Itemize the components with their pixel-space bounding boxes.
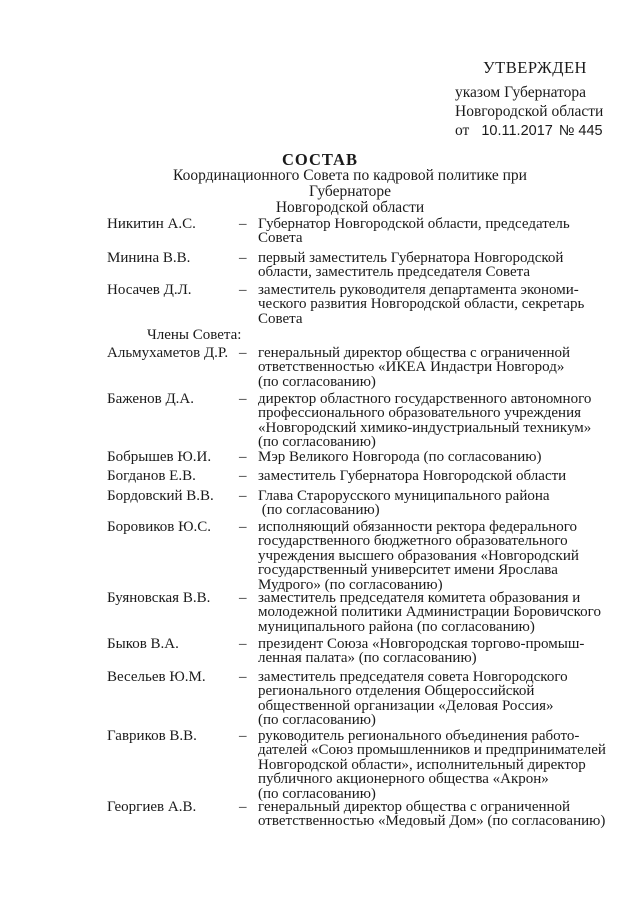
member-role <box>258 670 608 728</box>
role-line: президент Союза «Новгородская торгово-промыш- <box>258 636 585 652</box>
member-role <box>258 489 608 518</box>
member-role <box>258 450 608 464</box>
role-line: ответственностью «Медовый Дом» (по согласованию) <box>258 813 606 830</box>
document-subtitle <box>140 168 560 216</box>
role-line: (по согласованию) <box>258 502 380 519</box>
member-role <box>258 346 608 389</box>
role-line: молодежной политики Администрации Боровичского <box>258 604 601 621</box>
member-dash: – <box>239 669 247 685</box>
role-line: области, заместитель председателя Совета <box>258 264 530 281</box>
member-role <box>258 729 608 801</box>
member-dash: – <box>239 636 247 652</box>
role-line: Совета <box>258 310 303 327</box>
role-line: публичного акционерного общества «Акрон» <box>258 771 549 788</box>
member-dash: – <box>239 468 247 484</box>
member-name: Носачев Д.Л. <box>107 282 192 298</box>
member-dash: – <box>239 488 247 504</box>
approval-number: № 445 <box>558 123 603 139</box>
role-line: руководитель регионального объединения работо- <box>258 728 580 744</box>
member-name: Боровиков Ю.С. <box>107 519 212 535</box>
approval-date-row <box>455 121 603 141</box>
role-line: (по согласованию) <box>258 434 376 451</box>
member-name: Баженов Д.А. <box>107 391 195 407</box>
role-line: директор областного государственного автономного <box>258 391 592 407</box>
member-dash: – <box>239 282 247 298</box>
role-line: профессионального образовательного учреждения <box>258 405 582 422</box>
document-title: СОСТАВ <box>282 150 358 169</box>
role-line: заместитель Губернатора Новгородской области <box>258 468 567 484</box>
role-line: ческого развития Новгородской области, секретарь <box>258 296 585 313</box>
role-line: муниципального района (по согласованию) <box>258 618 535 635</box>
member-name: Никитин А.С. <box>107 216 196 232</box>
role-line: регионального отделения Общероссийской <box>258 683 535 700</box>
member-role <box>258 217 608 246</box>
role-line: Новгородской области», исполнительный директор <box>258 756 586 773</box>
role-line: ответственностью «ИКЕА Индастри Новгород» <box>258 359 565 376</box>
approval-date-prefix: от <box>455 122 470 139</box>
role-line: Мэр Великого Новгорода (по согласованию) <box>258 449 542 465</box>
role-line: генеральный директор общества с ограниченной <box>258 799 571 815</box>
role-line: генеральный директор общества с ограниченной <box>258 345 571 361</box>
role-line: заместитель председателя комитета образования и <box>258 590 581 606</box>
member-dash: – <box>239 345 247 361</box>
member-dash: – <box>239 728 247 744</box>
member-role <box>258 520 608 592</box>
role-line: Губернатор Новгородской области, председатель <box>258 216 570 232</box>
member-dash: – <box>239 449 247 465</box>
member-role <box>258 251 608 280</box>
approval-heading: УТВЕРЖДЕН <box>483 58 587 77</box>
member-role <box>258 637 608 666</box>
member-dash: – <box>239 519 247 535</box>
member-name: Бордовский В.В. <box>107 488 214 504</box>
member-name: Богданов Е.В. <box>107 468 196 484</box>
member-dash: – <box>239 250 247 266</box>
approval-stamp <box>455 58 603 141</box>
role-line: учреждения высшего образования «Новгородский <box>258 547 579 564</box>
role-line: государственного бюджетного образовательного <box>258 533 568 550</box>
role-line: (по согласованию) <box>258 373 376 390</box>
member-role <box>258 283 608 326</box>
member-name: Буяновская В.В. <box>107 590 211 606</box>
member-role <box>258 392 608 450</box>
member-dash: – <box>239 216 247 232</box>
member-name: Альмухаметов Д.Р. <box>107 345 229 361</box>
role-line: (по согласованию) <box>258 785 376 802</box>
member-name: Бобрышев Ю.И. <box>107 449 212 465</box>
approval-date: 10.11.2017 <box>481 123 553 139</box>
role-line: заместитель руководителя департамента экономи- <box>258 282 579 298</box>
member-name: Минина В.В. <box>107 250 191 266</box>
role-line: (по согласованию) <box>258 712 376 729</box>
role-line: заместитель председателя совета Новгородского <box>258 669 568 685</box>
role-line: дателей «Союз промышленников и предпринимателей <box>258 742 606 759</box>
member-role <box>258 800 608 829</box>
member-dash: – <box>239 799 247 815</box>
role-line: «Новгородский химико-индустриальный техникум» <box>258 419 592 436</box>
role-line: первый заместитель Губернатора Новгородской <box>258 250 564 266</box>
subtitle-line-2: Новгородской области <box>275 199 425 216</box>
role-line: Глава Старорусского муниципального района <box>258 488 550 504</box>
member-dash: – <box>239 391 247 407</box>
member-dash: – <box>239 590 247 606</box>
member-name: Гавриков В.В. <box>107 728 197 744</box>
member-name: Быков В.А. <box>107 636 179 652</box>
role-line: Совета <box>258 230 303 247</box>
approval-line-2: Новгородской области <box>455 103 604 120</box>
member-role <box>258 591 608 634</box>
approval-line-1: указом Губернатора <box>455 84 587 101</box>
members-label: Члены Совета: <box>147 327 242 343</box>
role-line: исполняющий обязанности ректора федерального <box>258 519 578 535</box>
role-line: общественной организации «Деловая Россия» <box>258 697 554 714</box>
role-line: ленная палата» (по согласованию) <box>258 650 477 667</box>
member-name: Георгиев А.В. <box>107 799 197 815</box>
role-line: Мудрого» (по согласованию) <box>258 576 443 593</box>
member-role <box>258 469 608 483</box>
role-line: государственный университет имени Ярослава <box>258 562 558 579</box>
subtitle-line-1: Координационного Совета по кадровой политике при Губернаторе <box>173 167 527 200</box>
member-name: Весельев Ю.М. <box>107 669 206 685</box>
